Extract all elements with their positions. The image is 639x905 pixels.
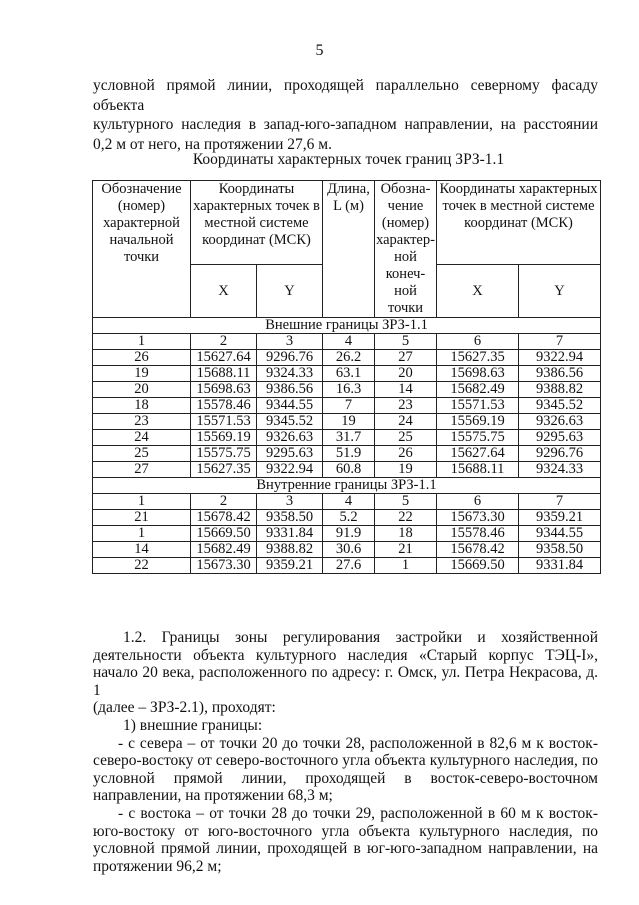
table-cell: 15673.30 xyxy=(191,558,257,574)
body-line: протяжении 96,2 м; xyxy=(93,857,222,875)
table-cell: 15682.49 xyxy=(437,382,519,398)
table-cell: 9386.56 xyxy=(257,382,323,398)
table-cell: 15627.35 xyxy=(437,350,519,366)
table-cell: 14 xyxy=(375,382,437,398)
table-cell: 20 xyxy=(93,382,191,398)
table-cell: 25 xyxy=(93,446,191,462)
table-cell: 9295.63 xyxy=(257,446,323,462)
header-y-end: Y xyxy=(519,265,601,318)
table-cell: 27 xyxy=(375,350,437,366)
table-cell: 9324.33 xyxy=(519,462,601,478)
table-cell: 15669.50 xyxy=(437,558,519,574)
table-cell: 15669.50 xyxy=(191,526,257,542)
header-length: Длина, L (м) xyxy=(323,181,375,318)
table-row xyxy=(93,558,601,574)
table-cell: 31.7 xyxy=(323,430,375,446)
table-cell: 9322.94 xyxy=(257,462,323,478)
table-cell: 5.2 xyxy=(323,510,375,526)
table-cell: 15698.63 xyxy=(191,382,257,398)
table-row xyxy=(93,350,601,366)
column-index-cell: 1 xyxy=(93,334,191,350)
table-cell: 19 xyxy=(375,462,437,478)
column-index-cell: 7 xyxy=(519,334,601,350)
table-cell: 18 xyxy=(93,398,191,414)
table-cell: 9386.56 xyxy=(519,366,601,382)
column-index-cell: 2 xyxy=(191,334,257,350)
table-cell: 15678.42 xyxy=(437,542,519,558)
coordinates-table xyxy=(92,180,601,574)
table-row xyxy=(93,542,601,558)
table-cell: 15627.35 xyxy=(191,462,257,478)
intro-line: условной прямой линии, проходящей параллельно северному фасаду объекта xyxy=(93,77,598,114)
table-cell: 21 xyxy=(375,542,437,558)
table-cell: 27.6 xyxy=(323,558,375,574)
table-cell: 24 xyxy=(93,430,191,446)
table-cell: 1 xyxy=(93,526,191,542)
table-cell: 15575.75 xyxy=(191,446,257,462)
body-line: условной прямой линии, проходящей в восток-северо-восточном xyxy=(93,769,598,787)
body-line: - с севера – от точки 20 до точки 28, расположенной в 82,6 м к восток- xyxy=(118,734,598,752)
body-paragraph xyxy=(93,629,598,875)
table-cell: 1 xyxy=(375,558,437,574)
table-row xyxy=(93,510,601,526)
table-cell: 15627.64 xyxy=(191,350,257,366)
table-cell: 15678.42 xyxy=(191,510,257,526)
table-cell: 9344.55 xyxy=(519,526,601,542)
table-cell: 91.9 xyxy=(323,526,375,542)
header-x: X xyxy=(191,265,257,318)
body-line: северо-востоку от северо-восточного угла объекта культурного наследия, по xyxy=(93,752,598,770)
table-cell: 16.3 xyxy=(323,382,375,398)
table-row xyxy=(93,398,601,414)
table-cell: 15575.75 xyxy=(437,430,519,446)
table-cell: 15673.30 xyxy=(437,510,519,526)
table-cell: 9326.63 xyxy=(257,430,323,446)
table-cell: 25 xyxy=(375,430,437,446)
table-cell: 9295.63 xyxy=(519,430,601,446)
table-cell: 9326.63 xyxy=(519,414,601,430)
column-index-cell: 2 xyxy=(191,494,257,510)
column-index-cell: 5 xyxy=(375,334,437,350)
table-cell: 18 xyxy=(375,526,437,542)
body-line: 1.2. Границы зоны регулирования застройки и хозяйственной xyxy=(123,629,598,646)
table-cell: 23 xyxy=(93,414,191,430)
header-coords-end: Координаты характерных точек в местной системе координат (МСК) xyxy=(437,181,601,265)
column-index-cell: 1 xyxy=(93,494,191,510)
table-cell: 15571.53 xyxy=(191,414,257,430)
header-end-point: Обозна-чение (номер) характер-ной конеч-ной точки xyxy=(376,181,435,316)
column-index-cell: 4 xyxy=(323,334,375,350)
header-y: Y xyxy=(257,265,323,318)
column-index-cell: 3 xyxy=(257,494,323,510)
table-cell: 9388.82 xyxy=(257,542,323,558)
section-title: Внутренние границы ЗРЗ-1.1 xyxy=(93,478,601,494)
table-cell: 9358.50 xyxy=(519,542,601,558)
table-cell: 9345.52 xyxy=(519,398,601,414)
intro-paragraph xyxy=(93,76,598,154)
table-cell: 15688.11 xyxy=(437,462,519,478)
body-line: - с востока – от точки 28 до точки 29, расположенной в 60 м к восток- xyxy=(118,804,598,822)
header-coords-start: Координаты характерных точек в местной системе координат (МСК) xyxy=(191,181,323,265)
table-cell: 24 xyxy=(375,414,437,430)
table-cell: 15627.64 xyxy=(437,446,519,462)
page-number: 5 xyxy=(315,42,324,59)
table-cell: 26 xyxy=(375,446,437,462)
table-cell: 15569.19 xyxy=(437,414,519,430)
section-title-row xyxy=(93,478,601,494)
table-cell: 22 xyxy=(93,558,191,574)
table-cell: 9358.50 xyxy=(257,510,323,526)
column-index-cell: 6 xyxy=(437,494,519,510)
table-cell: 9345.52 xyxy=(257,414,323,430)
table-cell: 9359.21 xyxy=(519,510,601,526)
column-index-cell: 4 xyxy=(323,494,375,510)
table-cell: 15569.19 xyxy=(191,430,257,446)
table-cell: 9322.94 xyxy=(519,350,601,366)
table-cell: 60.8 xyxy=(323,462,375,478)
table-cell: 21 xyxy=(93,510,191,526)
intro-line: культурного наследия в запад-юго-западном направлении, на расстоянии xyxy=(93,116,598,133)
table-cell: 9296.76 xyxy=(519,446,601,462)
table-row xyxy=(93,526,601,542)
table-cell: 51.9 xyxy=(323,446,375,462)
table-row xyxy=(93,414,601,430)
body-line: направлении, на протяжении 68,3 м; xyxy=(93,787,333,805)
table-cell: 15682.49 xyxy=(191,542,257,558)
intro-line: 0,2 м от него, на протяжении 27,6 м. xyxy=(93,135,332,153)
table-cell: 26.2 xyxy=(323,350,375,366)
body-line: начало 20 века, расположенного по адресу: г. Омск, ул. Петра Некрасова, д. 1 xyxy=(93,664,598,699)
section-title: Внешние границы ЗРЗ-1.1 xyxy=(93,318,601,334)
table-cell: 23 xyxy=(375,398,437,414)
table-cell: 9324.33 xyxy=(257,366,323,382)
column-index-cell: 5 xyxy=(375,494,437,510)
table-cell: 27 xyxy=(93,462,191,478)
table-cell: 15688.11 xyxy=(191,366,257,382)
column-index-row xyxy=(93,494,601,510)
table-cell: 30.6 xyxy=(323,542,375,558)
table-cell: 9344.55 xyxy=(257,398,323,414)
header-x-end: X xyxy=(437,265,519,318)
table-cell: 9388.82 xyxy=(519,382,601,398)
table-cell: 9296.76 xyxy=(257,350,323,366)
table-cell: 26 xyxy=(93,350,191,366)
body-line: условной прямой линии, проходящей в юг-юго-западном направлении, на xyxy=(93,840,598,858)
table-cell: 7 xyxy=(323,398,375,414)
table-cell: 14 xyxy=(93,542,191,558)
table-cell: 15578.46 xyxy=(437,526,519,542)
table-cell: 9331.84 xyxy=(519,558,601,574)
column-index-row xyxy=(93,334,601,350)
header-start-point: Обозначение (номер) характерной начальной точки xyxy=(93,181,191,318)
table-cell: 20 xyxy=(375,366,437,382)
column-index-cell: 6 xyxy=(437,334,519,350)
table-row xyxy=(93,462,601,478)
body-line: 1) внешние границы: xyxy=(123,716,263,734)
table-row xyxy=(93,446,601,462)
table-row xyxy=(93,430,601,446)
body-line: юго-востоку от юго-восточного угла объекта культурного наследия, по xyxy=(93,822,598,840)
table-cell: 19 xyxy=(323,414,375,430)
table-row xyxy=(93,382,601,398)
column-index-cell: 3 xyxy=(257,334,323,350)
table-cell: 9331.84 xyxy=(257,526,323,542)
table-title: Координаты характерных точек границ ЗРЗ-1.1 xyxy=(192,151,505,168)
body-line: (далее – ЗРЗ-2.1), проходят: xyxy=(93,699,276,717)
table-cell: 15578.46 xyxy=(191,398,257,414)
body-line: деятельности объекта культурного наследия «Старый корпус ТЭЦ-I», xyxy=(93,646,598,664)
table-cell: 15571.53 xyxy=(437,398,519,414)
table-cell: 63.1 xyxy=(323,366,375,382)
table-cell: 15698.63 xyxy=(437,366,519,382)
section-title-row xyxy=(93,318,601,334)
table-body xyxy=(93,318,601,574)
table-cell: 9359.21 xyxy=(257,558,323,574)
column-index-cell: 7 xyxy=(519,494,601,510)
table-row xyxy=(93,366,601,382)
table-cell: 19 xyxy=(93,366,191,382)
table-cell: 22 xyxy=(375,510,437,526)
